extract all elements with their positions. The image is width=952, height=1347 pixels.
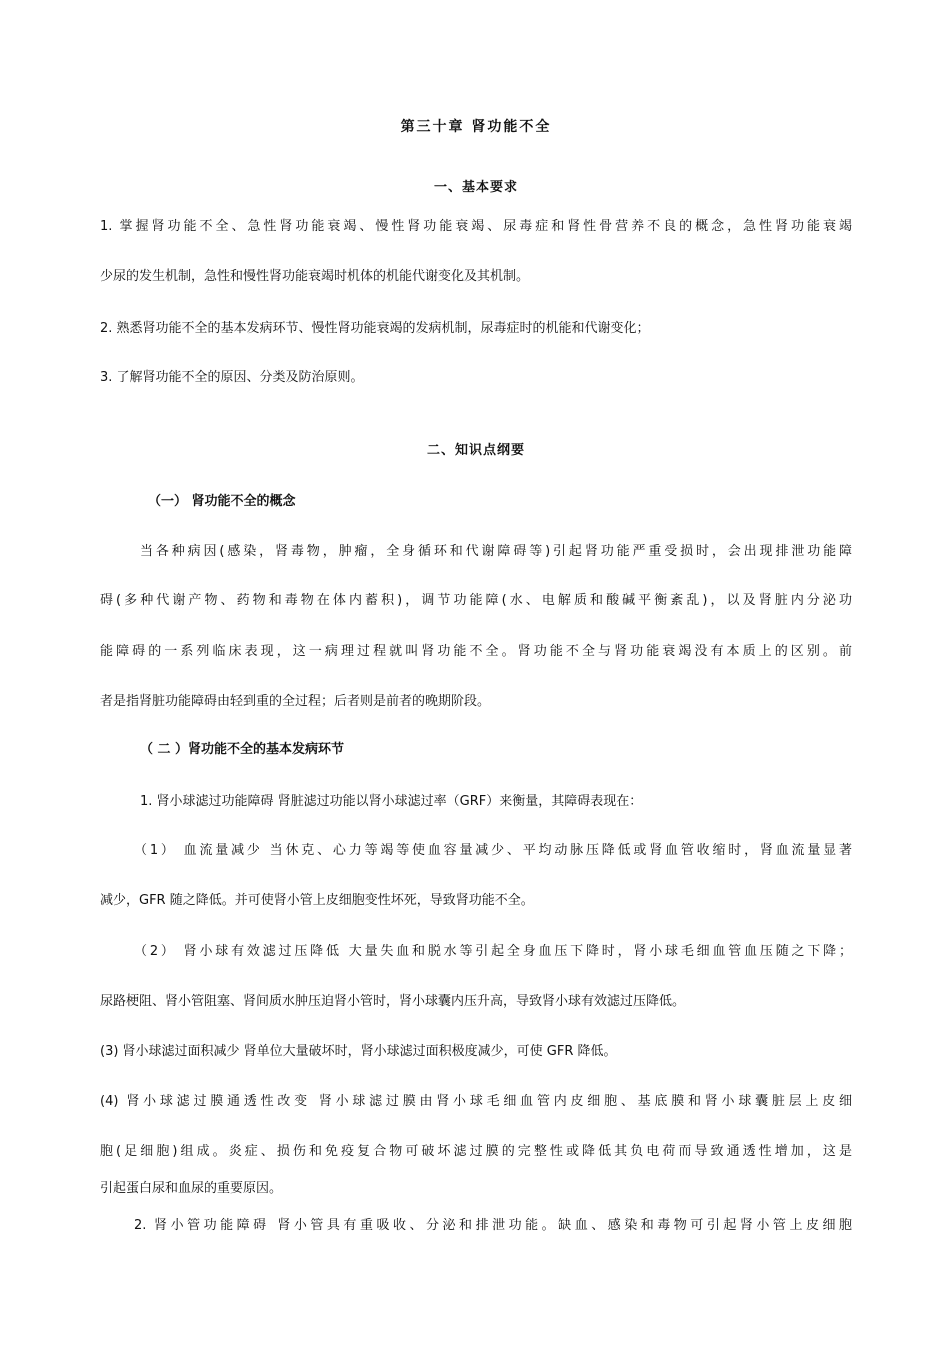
requirement-line: 3. 了解肾功能不全的原因、分类及防治原则。: [100, 370, 364, 385]
paragraph-line: 2. 肾小管功能障碍 肾小管具有重吸收、分泌和排泄功能。缺血、感染和毒物可引起肾小管上皮细胞: [134, 1218, 852, 1233]
paragraph-line: 尿路梗阻、肾小管阻塞、肾间质水肿压迫肾小管时，肾小球囊内压升高，导致肾小球有效滤过压降低。: [100, 994, 686, 1009]
requirement-line: 1. 掌握肾功能不全、急性肾功能衰竭、慢性肾功能衰竭、尿毒症和肾性骨营养不良的概念，急性肾功能衰竭: [100, 219, 852, 234]
paragraph-line: (3) 肾小球滤过面积减少 肾单位大量破坏时，肾小球滤过面积极度减少，可使 GFR 降低。: [100, 1044, 617, 1059]
subsection-heading-concept: （一） 肾功能不全的概念: [148, 494, 296, 509]
paragraph-line: 胞(足细胞)组成。炎症、损伤和免疫复合物可破坏滤过膜的完整性或降低其负电荷而导致通透性增加，这是: [100, 1144, 852, 1159]
section-heading-requirements: 一、基本要求: [433, 180, 518, 195]
paragraph-line: 引起蛋白尿和血尿的重要原因。: [100, 1181, 283, 1196]
requirement-line: 少尿的发生机制，急性和慢性肾功能衰竭时机体的机能代谢变化及其机制。: [100, 269, 530, 284]
paragraph-line: 碍(多种代谢产物、药物和毒物在体内蓄积)，调节功能障(水、电解质和酸碱平衡紊乱)，以及肾脏内分泌功: [100, 593, 852, 608]
chapter-title: 第三十章 肾功能不全: [400, 119, 552, 135]
paragraph-line: 者是指肾脏功能障碍由轻到重的全过程；后者则是前者的晚期阶段。: [100, 694, 491, 709]
section-heading-outline: 二、知识点纲要: [426, 443, 525, 458]
paragraph-line: 减少，GFR 随之降低。并可使肾小管上皮细胞变性坏死，导致肾功能不全。: [100, 893, 534, 908]
paragraph-line: （2） 肾小球有效滤过压降低 大量失血和脱水等引起全身血压下降时，肾小球毛细血管血压随之下降；: [134, 944, 852, 959]
paragraph-line: 当各种病因(感染，肾毒物，肿瘤，全身循环和代谢障碍等)引起肾功能严重受损时，会出现排泄功能障: [140, 544, 852, 559]
paragraph-line: 能障碍的一系列临床表现，这一病理过程就叫肾功能不全。肾功能不全与肾功能衰竭没有本质上的区别。前: [100, 644, 852, 659]
subsection-heading-mechanism: （ 二 ）肾功能不全的基本发病环节: [140, 742, 345, 757]
paragraph-line: 1. 肾小球滤过功能障碍 肾脏滤过功能以肾小球滤过率（GRF）来衡量，其障碍表现在：: [140, 794, 643, 809]
paragraph-line: （1） 血流量减少 当休克、心力等竭等使血容量减少、平均动脉压降低或肾血管收缩时，肾血流量显著: [134, 843, 852, 858]
requirement-line: 2. 熟悉肾功能不全的基本发病环节、慢性肾功能衰竭的发病机制，尿毒症时的机能和代谢变化；: [100, 321, 650, 336]
paragraph-line: (4) 肾小球滤过膜通透性改变 肾小球滤过膜由肾小球毛细血管内皮细胞、基底膜和肾小球囊脏层上皮细: [100, 1094, 852, 1109]
